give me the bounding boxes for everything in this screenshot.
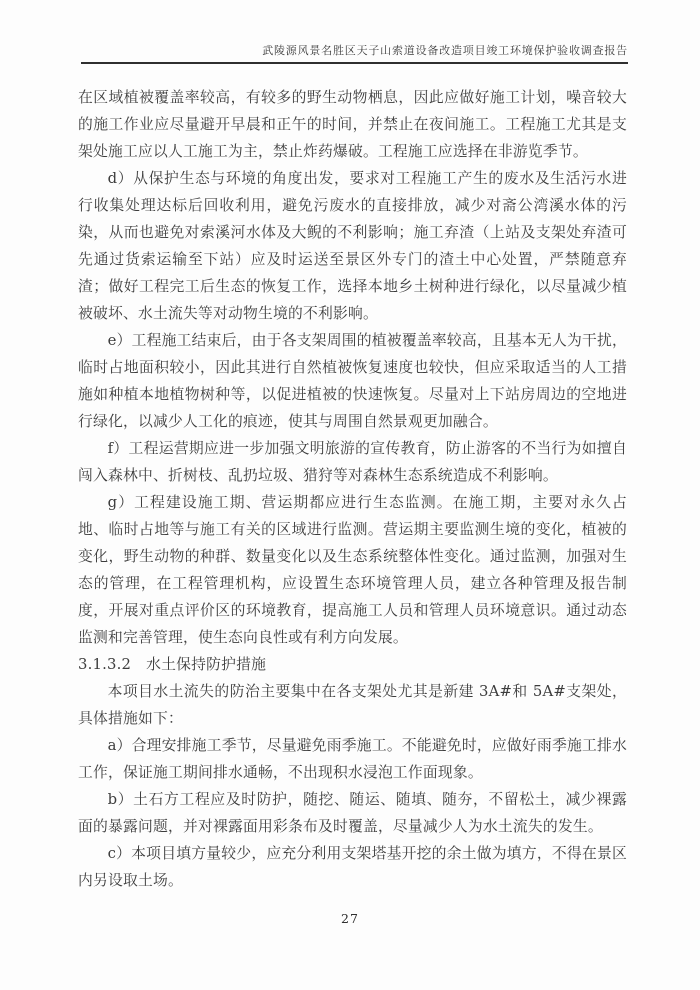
body-paragraph: g）工程建设施工期、营运期都应进行生态监测。在施工期，主要对永久占地、临时占地等与施工有关的区域进行监测。营运期主要监测生境的变化，植被的变化，野生动物的种群、数量变化以及生态系统整体性变化。通过监测，加强对生态的管理，在工程管理机构，应设置生态环境管理人员，建立各种管理及报告制度，开展对重点评价区的环境教育，提高施工人员和管理人员环境意识。通过动态监测和完善管理，使生态向良性或有利方向发展。 xyxy=(78,494,627,646)
body-paragraph: f）工程运营期应进一步加强文明旅游的宣传教育，防止游客的不当行为如擅自闯入森林中、折树枝、乱扔垃圾、猎狩等对森林生态系统造成不利影响。 xyxy=(78,440,627,484)
body-paragraph: e）工程施工结束后，由于各支架周围的植被覆盖率较高，且基本无人为干扰，临时占地面积较小，因此其进行自然植被恢复速度也较快，但应采取适当的人工措施如种植本地植物树种等，以促进植被的快速恢复。尽量对上下站房周边的空地进行绿化，以减少人工化的痕迹，使其与周围自然景观更加融合。 xyxy=(78,332,627,430)
header-title: 武陵源风景名胜区天子山索道设备改造项目竣工环境保护验收调查报告 xyxy=(262,44,628,57)
body-paragraph: 在区域植被覆盖率较高，有较多的野生动物栖息，因此应做好施工计划，噪音较大的施工作业应尽量避开早晨和正午的时间，并禁止在夜间施工。工程施工尤其是支架处施工应以人工施工为主，禁止炸药爆破。工程施工应选择在非游览季节。 xyxy=(78,89,627,160)
body-paragraph: d）从保护生态与环境的角度出发，要求对工程施工产生的废水及生活污水进行收集处理达标后回收利用，避免污废水的直接排放，减少对斋公湾溪水体的污染，从而也避免对索溪河水体及大鲵的不利影响；施工弃渣（上站及支架处弃渣可先通过货索运输至下站）应及时运送至景区外专门的渣土中心处置，严禁随意弃渣；做好工程完工后生态的恢复工作，选择本地乡土树种进行绿化，以尽量减少植被破坏、水土流失等对动物生境的不利影响。 xyxy=(78,170,627,322)
header-divider xyxy=(81,62,628,64)
page-footer xyxy=(0,908,700,927)
body-paragraph: a）合理安排施工季节，尽量避免雨季施工。不能避免时，应做好雨季施工排水工作，保证施工期间排水通畅，不出现积水浸泡工作面现象。 xyxy=(78,737,627,781)
section-heading: 3.1.3.2 水土保持防护措施 xyxy=(78,656,267,673)
document-body xyxy=(78,84,627,894)
body-paragraph: c）本项目填方量较少，应充分利用支架塔基开挖的余土做为填方，不得在景区内另设取土场。 xyxy=(78,845,627,889)
body-paragraph: 本项目水土流失的防治主要集中在各支架处尤其是新建 3A#和 5A#支架处，具体措施如下： xyxy=(78,683,627,727)
page-header xyxy=(81,44,628,64)
body-paragraph: b）土石方工程应及时防护，随挖、随运、随填、随夯，不留松土，减少裸露面的暴露问题，并对裸露面用彩条布及时覆盖，尽量减少人为水土流失的发生。 xyxy=(78,791,627,835)
page-number: 27 xyxy=(341,911,359,926)
